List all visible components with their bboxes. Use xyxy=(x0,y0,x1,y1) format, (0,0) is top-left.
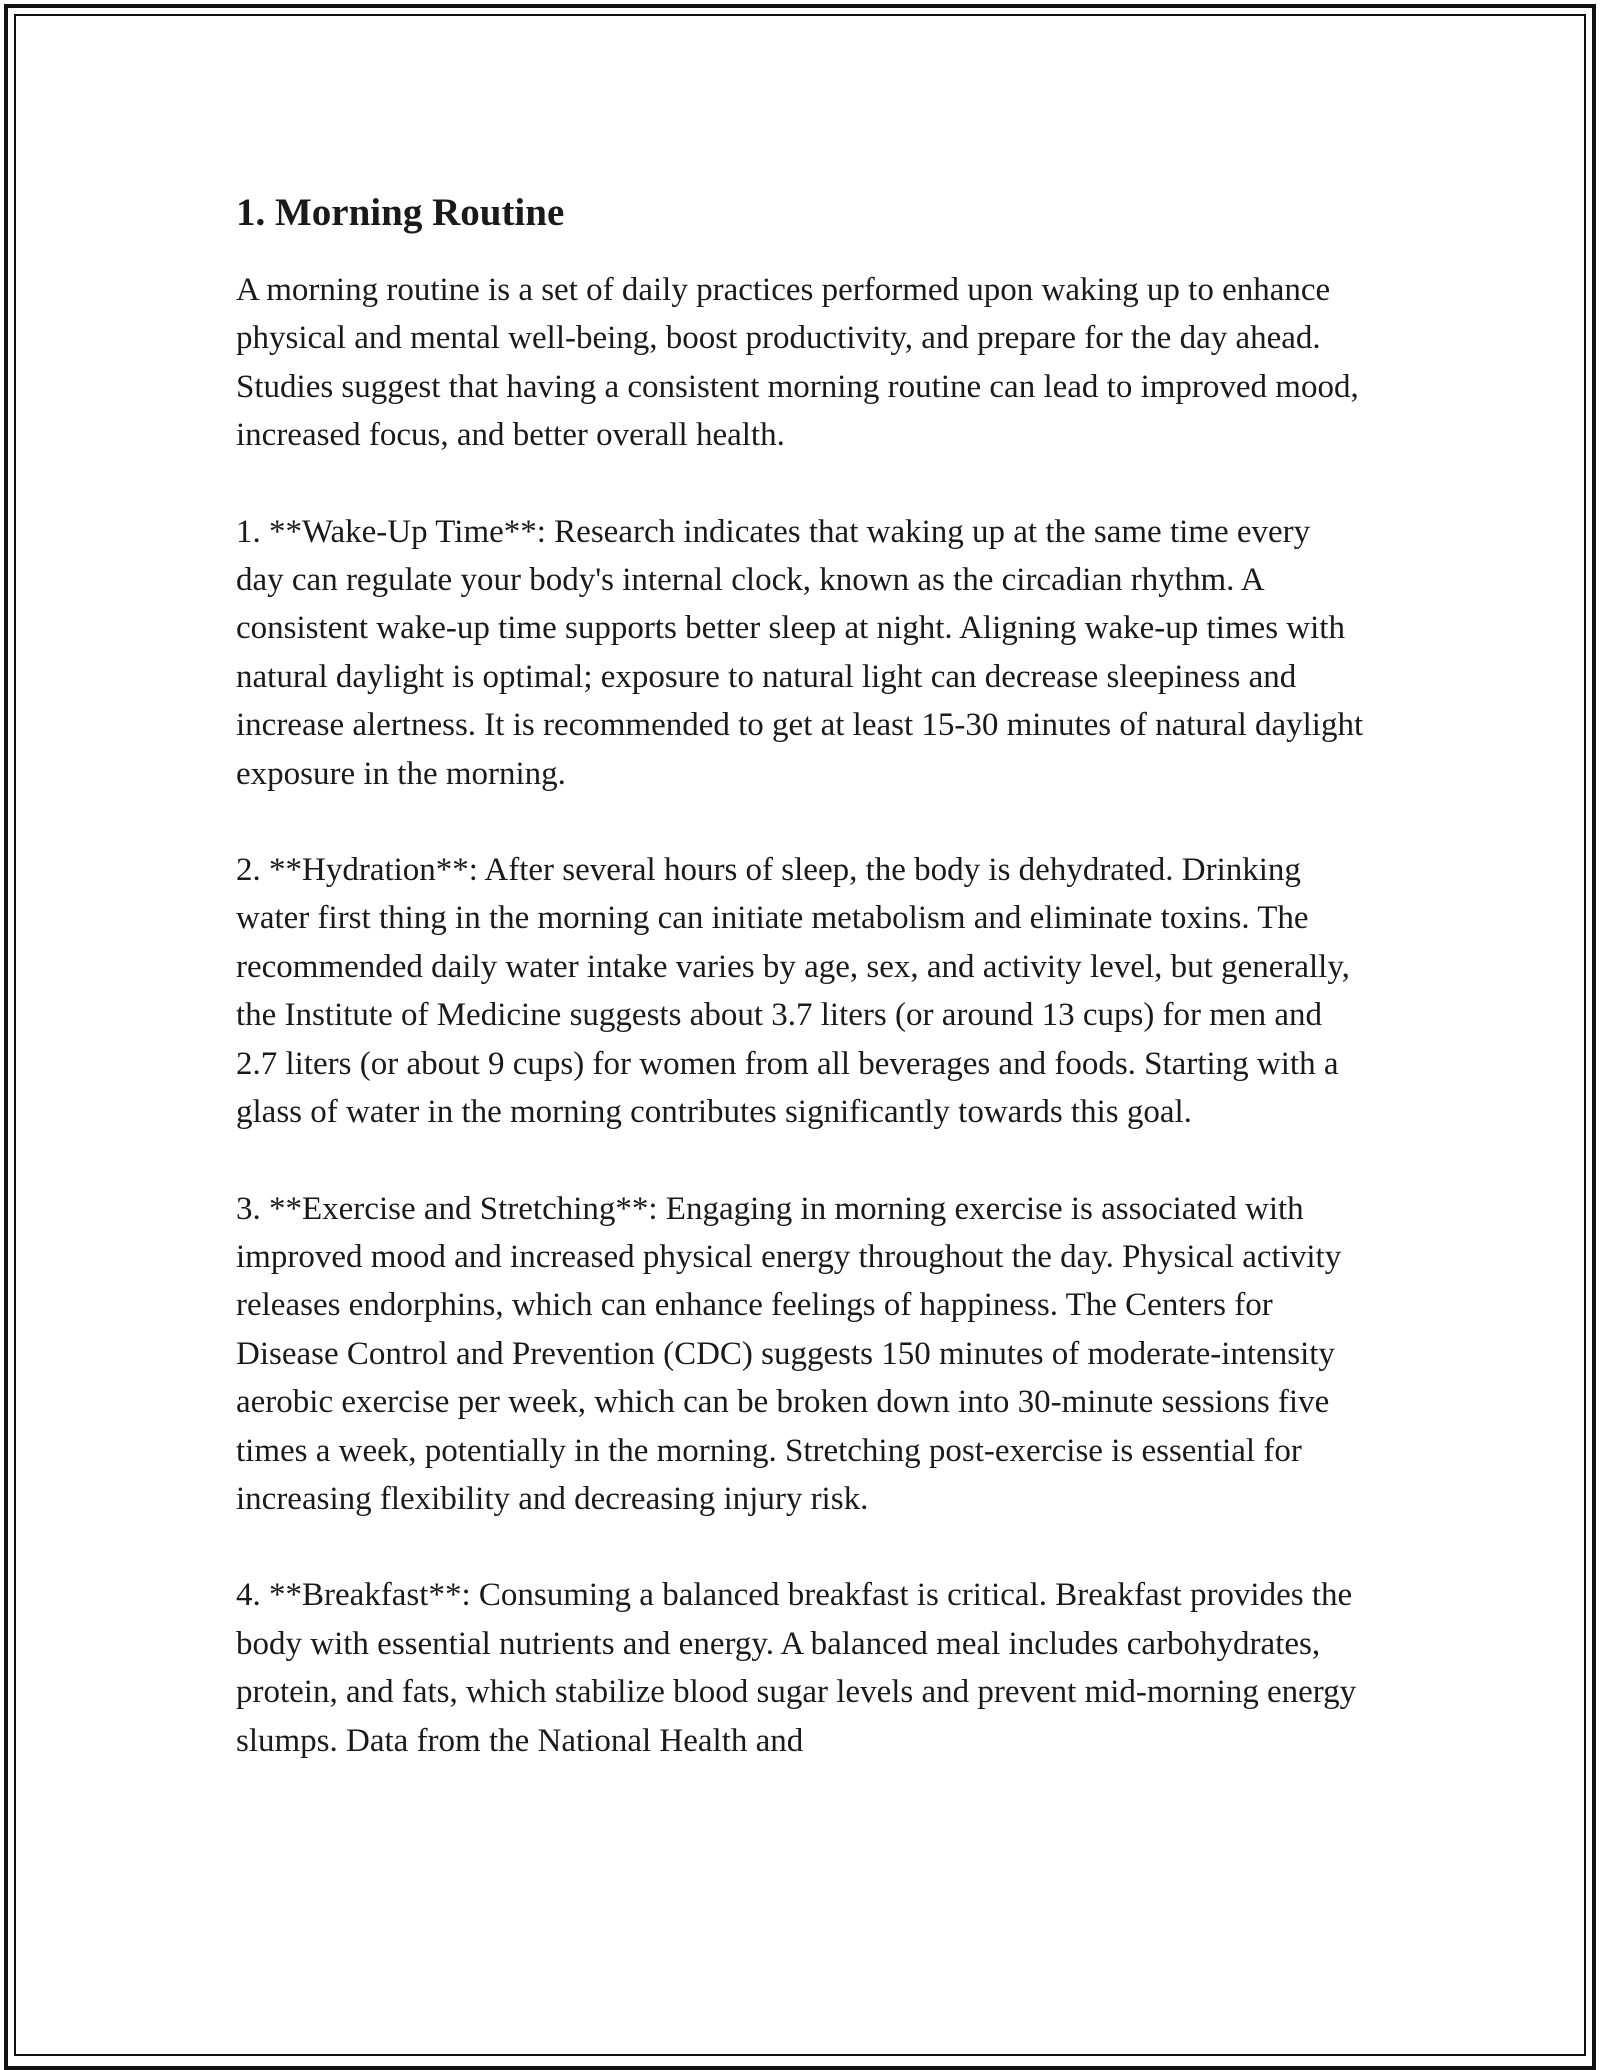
hydration-paragraph: 2. **Hydration**: After several hours of sleep, the body is dehydrated. Drinking water first thing in the morning can initiate metabolism and eliminate toxins. The recommended daily water intake varies by age, sex, and activity level, but generally, the Institute of Medicine suggests about 3.7 liters (or around 13 cups) for men and 2.7 liters (or about 9 cups) for women from all beverages and foods. Starting with a glass of water in the morning contributes significantly towards this goal. xyxy=(236,852,1350,1131)
breakfast-paragraph: 4. **Breakfast**: Consuming a balanced breakfast is critical. Breakfast provides the body with essential nutrients and energy. A balanced meal includes carbohydrates, protein, and fats, which stabilize blood sugar levels and prevent mid-morning energy slumps. Data from the National Health and xyxy=(236,1577,1357,1759)
exercise-stretching-paragraph: 3. **Exercise and Stretching**: Engaging in morning exercise is associated with improved mood and increased physical energy throughout the day. Physical activity releases endorphins, which can enhance feelings of happiness. The Centers for Disease Control and Prevention (CDC) suggests 150 minutes of moderate-intensity aerobic exercise per week, which can be broken down into 30-minute sessions five times a week, potentially in the morning. Stretching post-exercise is essential for increasing flexibility and decreasing injury risk. xyxy=(236,1190,1342,1517)
wake-up-time-paragraph: 1. **Wake-Up Time**: Research indicates that waking up at the same time every day can regulate your body's internal clock, known as the circadian rhythm. A consistent wake-up time supports better sleep at night. Aligning wake-up times with natural daylight is optimal; exposure to natural light can decrease sleepiness and increase alertness. It is recommended to get at least 15-30 minutes of natural daylight exposure in the morning. xyxy=(236,513,1364,792)
document-body xyxy=(236,186,1366,1813)
intro-paragraph: A morning routine is a set of daily practices performed upon waking up to enhance physical and mental well-being, boost productivity, and prepare for the day ahead. Studies suggest that having a consistent morning routine can lead to improved mood, increased focus, and better overall health. xyxy=(236,272,1359,454)
section-title: 1. Morning Routine xyxy=(236,191,565,234)
